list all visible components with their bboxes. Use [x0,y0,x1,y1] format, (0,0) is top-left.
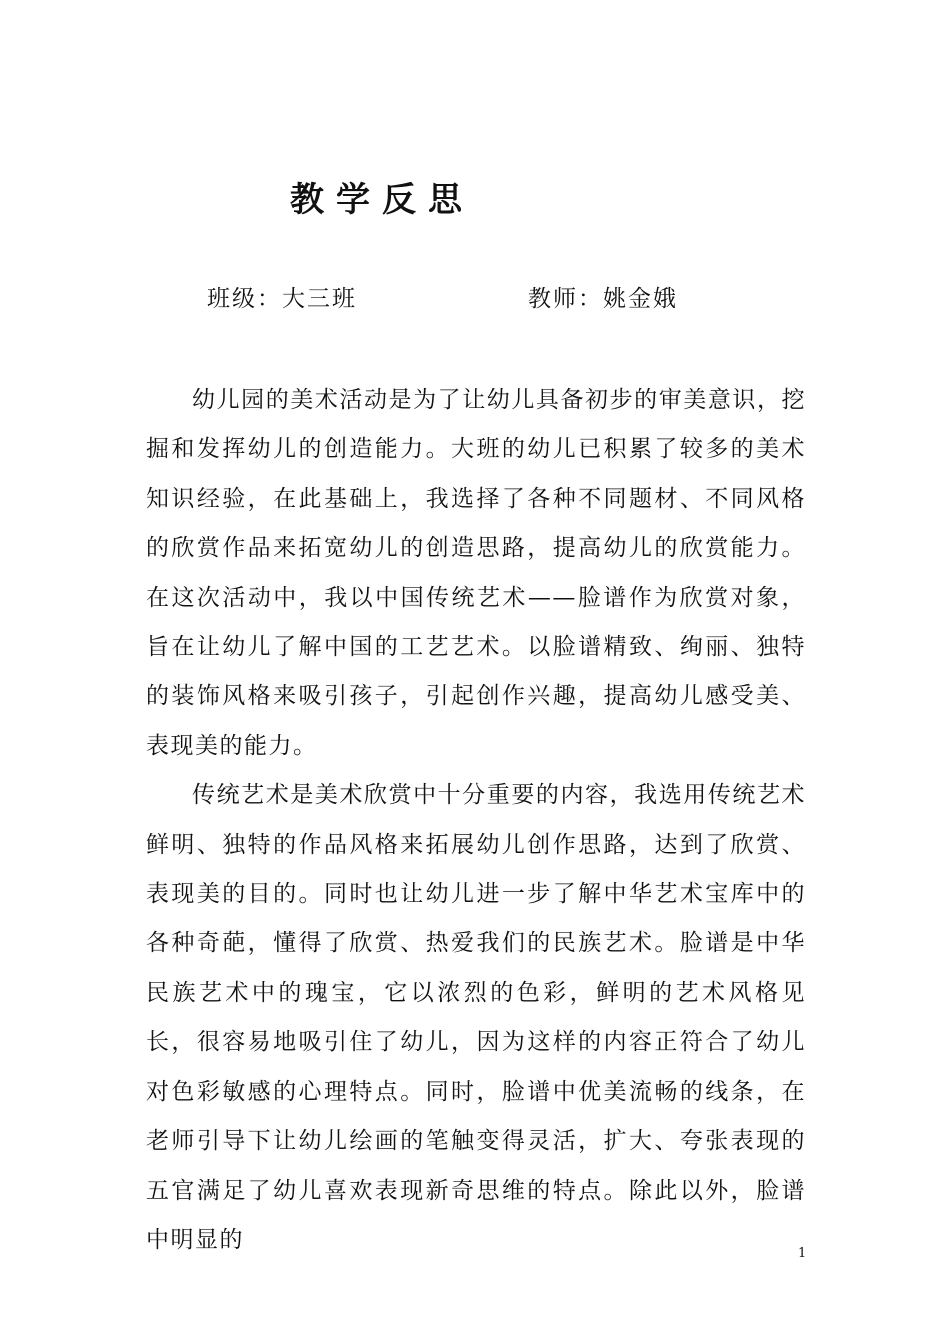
teacher-label: 教师：姚金娥 [528,286,678,312]
document-title: 教学反思 [290,180,474,220]
class-label: 班级：大三班 [207,286,357,312]
body-text [146,376,806,1265]
paragraph: 传统艺术是美术欣赏中十分重要的内容，我选用传统艺术鲜明、独特的作品风格来拓展幼儿创作思路，达到了欣赏、表现美的目的。同时也让幼儿进一步了解中华艺术宝库中的各种奇葩，懂得了欣赏、热爱我们的民族艺术。脸谱是中华民族艺术中的瑰宝，它以浓烈的色彩，鲜明的艺术风格见长，很容易地吸引住了幼儿，因为这样的内容正符合了幼儿对色彩敏感的心理特点。同时，脸谱中优美流畅的线条，在老师引导下让幼儿绘画的笔触变得灵活，扩大、夸张表现的五官满足了幼儿喜欢表现新奇思维的特点。除此以外，脸谱中明显的 [146,782,806,1253]
paragraph: 幼儿园的美术活动是为了让幼儿具备初步的审美意识，挖掘和发挥幼儿的创造能力。大班的幼儿已积累了较多的美术知识经验，在此基础上，我选择了各种不同题材、不同风格的欣赏作品来拓宽幼儿的创造思路，提高幼儿的欣赏能力。在这次活动中，我以中国传统艺术——脸谱作为欣赏对象，旨在让幼儿了解中国的工艺艺术。以脸谱精致、绚丽、独特的装饰风格来吸引孩子，引起创作兴趣，提高幼儿感受美、表现美的能力。 [146,387,806,759]
page-number: 1 [798,1246,807,1261]
